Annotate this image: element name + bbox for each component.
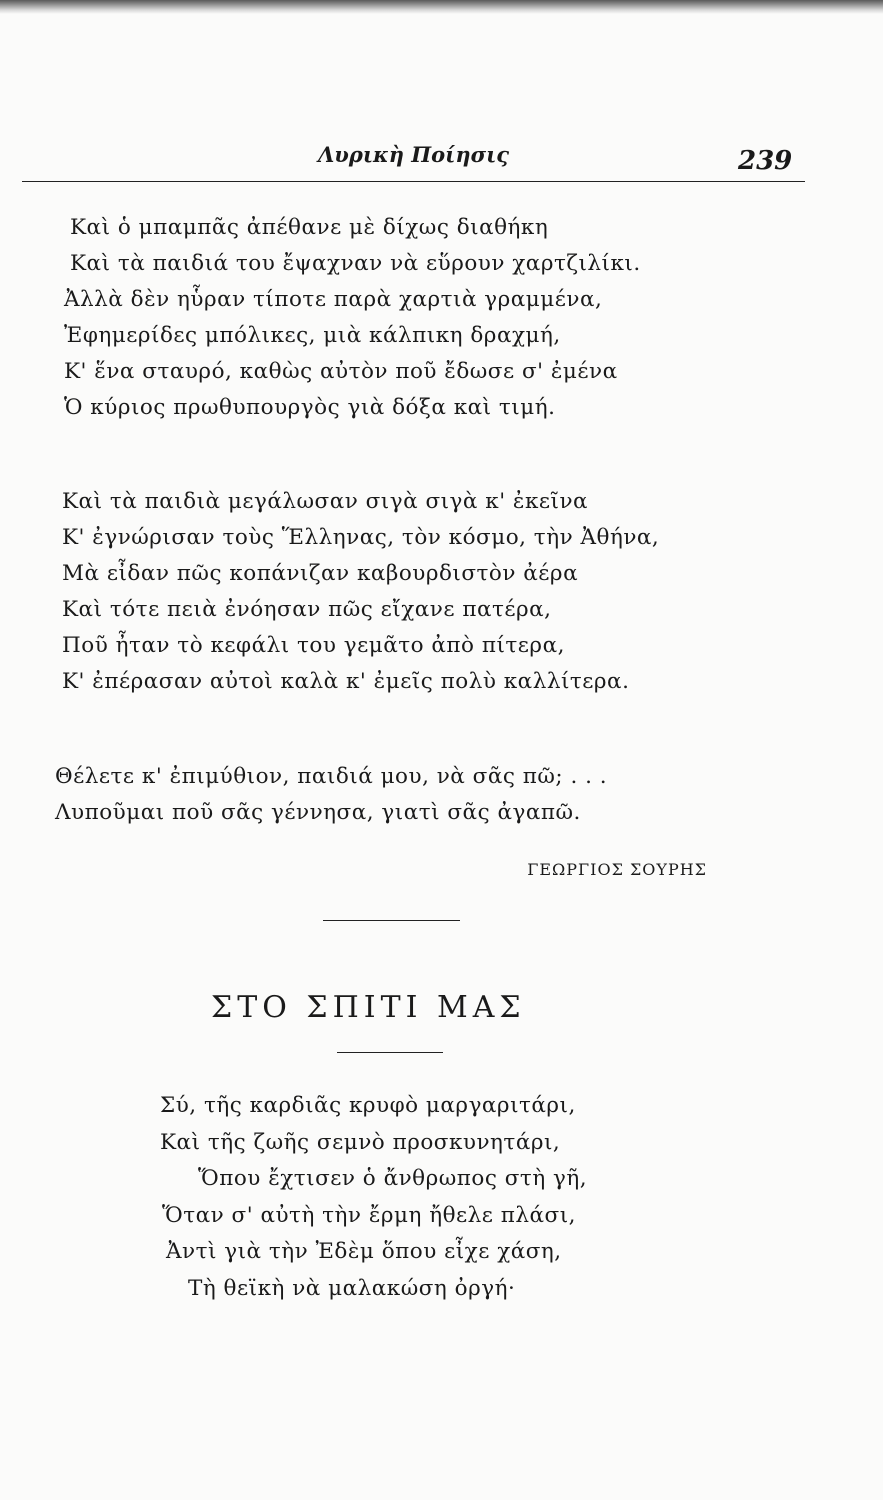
verse-line: Μὰ εἶδαν πῶς κοπάνιζαν καβουρδιστὸν ἀέρα: [62, 561, 579, 586]
verse-line: Ἀλλὰ δὲν ηὗραν τίποτε παρὰ χαρτιὰ γραμμένα,: [64, 287, 603, 312]
title-underline: [337, 1052, 443, 1053]
verse-line: Ὅταν σ' αὐτὴ τὴν ἔρμη ἤθελε πλάσι,: [162, 1202, 576, 1228]
verse-line: Ἐφημερίδες μπόλικες, μιὰ κάλπικη δραχμή,: [64, 323, 561, 348]
stanza-1: [62, 210, 862, 426]
verse-line: Ὅπου ἔχτισεν ὁ ἄνθρωπος στὴ γῆ,: [198, 1166, 588, 1192]
verse-line: Λυποῦμαι ποῦ σᾶς γέννησα, γιατὶ σᾶς ἀγαπῶ.: [55, 800, 581, 825]
header-rule: [22, 181, 805, 182]
verse-line: Θέλετε κ' ἐπιμύθιον, παιδιά μου, νὰ σᾶς πῶ; . . .: [55, 764, 608, 789]
section-divider: [323, 920, 460, 921]
stanza-3: [55, 759, 855, 831]
verse-line: Ὁ κύριος πρωθυπουργὸς γιὰ δόξα καὶ τιμή.: [64, 395, 556, 420]
running-head: Λυρικὴ Ποίησις: [318, 142, 510, 167]
verse-line: Κ' ἐγνώρισαν τοὺς Ἕλληνας, τὸν κόσμο, τὴν Ἀθήνα,: [62, 525, 660, 550]
stanza-2: [62, 484, 862, 700]
verse-line: Καὶ τὰ παιδιὰ μεγάλωσαν σιγὰ σιγὰ κ' ἐκεῖνα: [62, 489, 589, 514]
page-number: 239: [738, 146, 793, 176]
stanza-poem2: [160, 1088, 883, 1308]
verse-line: Καὶ τῆς ζωῆς σεμνὸ προσκυνητάρι,: [160, 1129, 561, 1155]
verse-line: Σύ, τῆς καρδιᾶς κρυφὸ μαργαριτάρι,: [160, 1093, 576, 1118]
author-signature: ΓΕΩΡΓΙΟΣ ΣΟΥΡΗΣ: [527, 860, 707, 879]
verse-line: Καὶ τότε πειὰ ἐνόησαν πῶς εἴχανε πατέρα,: [62, 597, 552, 622]
verse-line: Ἀντὶ γιὰ τὴν Ἐδὲμ ὅπου εἶχε χάση,: [166, 1239, 562, 1265]
verse-line: Ποῦ ἦταν τὸ κεφάλι του γεμᾶτο ἀπὸ πίτερα,: [62, 633, 565, 658]
poem-title: ΣΤΟ ΣΠΙΤΙ ΜΑΣ: [211, 990, 526, 1025]
verse-line: Καὶ τὰ παιδιά του ἔψαχναν νὰ εὕρουν χαρτζιλίκι.: [70, 251, 641, 276]
page-top-edge: [0, 0, 883, 14]
verse-line: Κ' ἐπέρασαν αὐτοὶ καλὰ κ' ἐμεῖς πολὺ καλλίτερα.: [62, 669, 630, 694]
verse-line: Τὴ θεϊκὴ νὰ μαλακώση ὀργή·: [188, 1275, 516, 1301]
verse-line: Καὶ ὁ μπαμπᾶς ἀπέθανε μὲ δίχως διαθήκη: [70, 215, 549, 240]
verse-line: Κ' ἕνα σταυρό, καθὼς αὐτὸν ποῦ ἔδωσε σ' ἐμένα: [64, 359, 618, 384]
